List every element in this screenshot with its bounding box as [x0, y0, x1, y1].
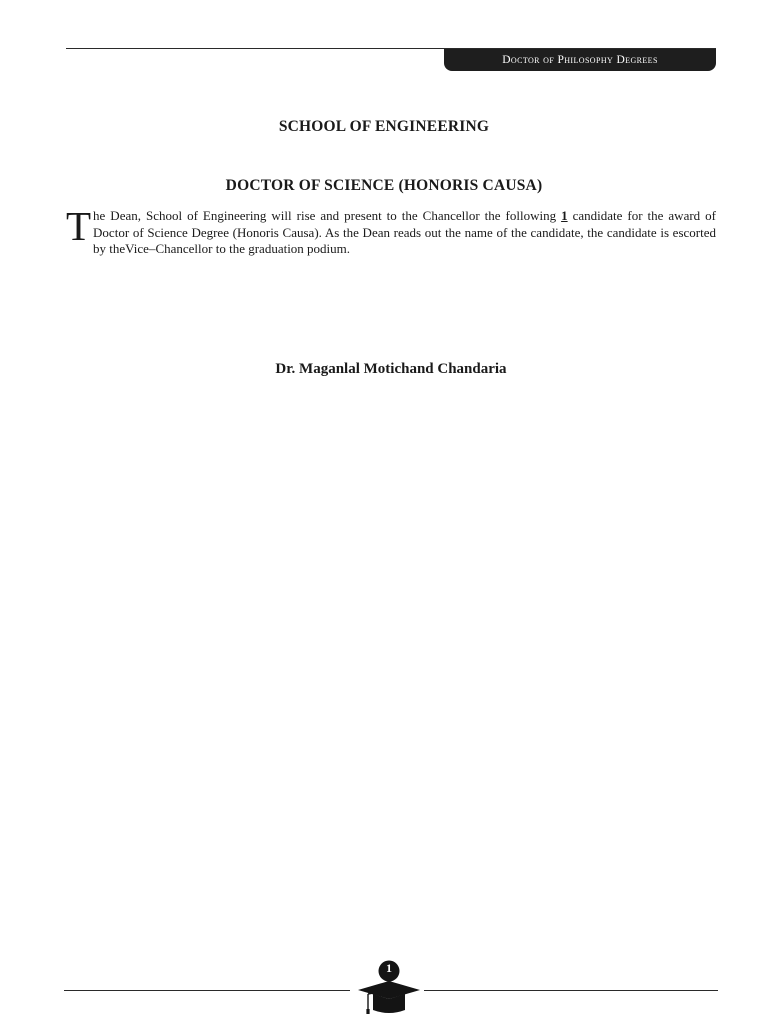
school-heading: SCHOOL OF ENGINEERING: [278, 118, 490, 135]
running-header: [444, 49, 716, 71]
intro-text-end: candidate for the award of Doctor of Science Degree (Honoris Causa). As the Dean reads out the name of the candidate, the candidate is escorted by theVice–Chancellor to the graduation podium.: [93, 208, 716, 256]
candidate-name: Dr. Maganlal Motichand Chandaria: [275, 361, 507, 377]
degree-heading: DOCTOR OF SCIENCE (HONORIS CAUSA): [225, 177, 543, 194]
intro-paragraph: [66, 203, 716, 258]
drop-cap: T: [66, 203, 92, 249]
footer-rule-right: [424, 990, 718, 991]
page-number: 1: [386, 961, 392, 975]
candidate-count: 1: [561, 208, 568, 223]
footer-rule-left: [64, 990, 350, 991]
intro-text-start: he Dean, School of Engineering will rise and present to the Chancellor the following: [93, 208, 562, 223]
running-header-label: Doctor of Philosophy Degrees: [502, 54, 658, 66]
